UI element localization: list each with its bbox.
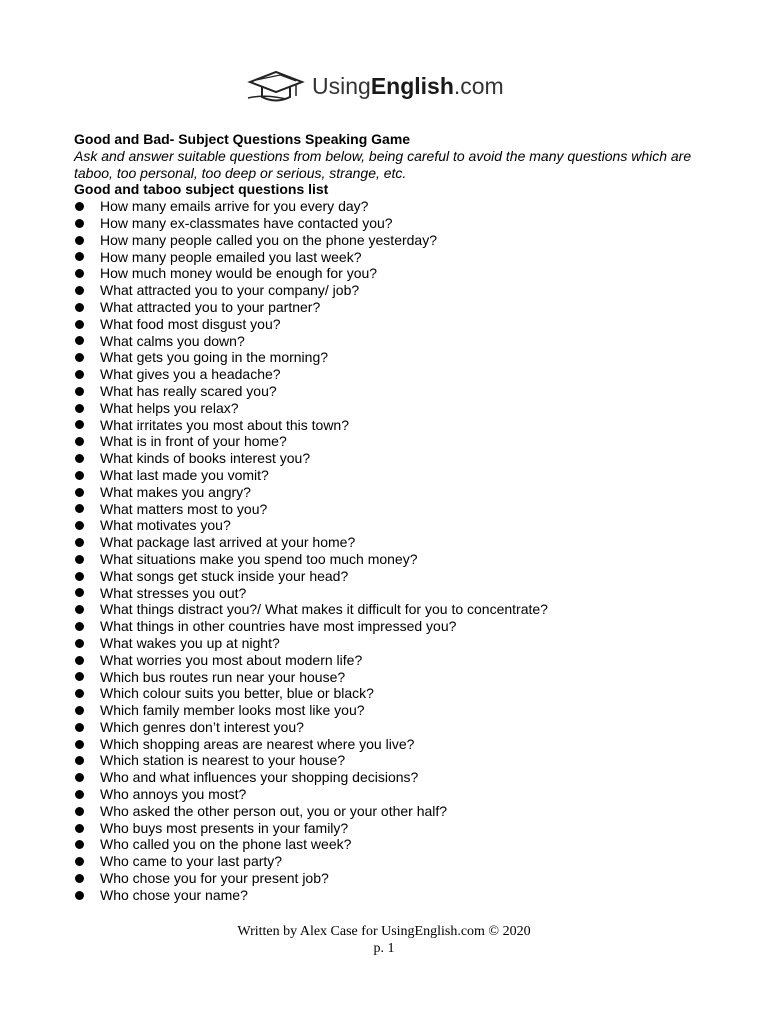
question-text: Who came to your last party? [100, 853, 283, 870]
bullet-icon [75, 622, 84, 631]
question-text: How many people called you on the phone yesterday? [100, 231, 437, 248]
footer-credit: Written by Alex Case for UsingEnglish.com © 2020 [237, 924, 531, 939]
list-item [74, 433, 714, 450]
question-text: Which shopping areas are nearest where you live? [100, 735, 415, 752]
question-text: Which family member looks most like you? [100, 702, 365, 719]
list-item [74, 265, 714, 282]
site-logo [246, 68, 504, 104]
bullet-icon [75, 672, 84, 681]
list-item [74, 836, 714, 853]
bullet-icon [75, 874, 84, 883]
list-item [74, 719, 714, 736]
question-text: What things in other countries have most impressed you? [100, 618, 457, 635]
question-text: What kinds of books interest you? [100, 450, 311, 467]
bullet-icon [75, 336, 84, 345]
question-text: How many emails arrive for you every day? [100, 198, 369, 215]
list-item [74, 282, 714, 299]
bullet-icon [75, 639, 84, 648]
question-text: What songs get stuck inside your head? [100, 567, 349, 584]
question-text: What is in front of your home? [100, 433, 287, 450]
list-item [74, 484, 714, 501]
list-item [74, 786, 714, 803]
question-text: What motivates you? [100, 517, 231, 534]
logo-text-bold: English [370, 72, 454, 99]
worksheet-content [74, 131, 714, 904]
bullet-icon [75, 891, 84, 900]
list-item [74, 752, 714, 769]
list-item [74, 333, 714, 350]
bullet-icon [75, 488, 84, 497]
bullet-icon [75, 790, 84, 799]
bullet-icon [75, 656, 84, 665]
question-text: What food most disgust you? [100, 315, 281, 332]
question-text: Which genres don’t interest you? [100, 718, 304, 735]
list-item [74, 803, 714, 820]
question-text: Who chose you for your present job? [100, 870, 329, 887]
question-text: Who chose your name? [100, 886, 248, 903]
question-text: What worries you most about modern life? [100, 651, 363, 668]
bullet-icon [75, 756, 84, 765]
list-item [74, 585, 714, 602]
list-item [74, 467, 714, 484]
question-text: What gives you a headache? [100, 366, 281, 383]
list-item [74, 501, 714, 518]
bullet-icon [75, 420, 84, 429]
question-text: How many ex-classmates have contacted you? [100, 214, 393, 231]
list-item [74, 517, 714, 534]
bullet-icon [75, 824, 84, 833]
bullet-icon [75, 404, 84, 413]
bullet-icon [75, 521, 84, 530]
list-heading: Good and taboo subject questions list [74, 181, 329, 198]
list-item [74, 534, 714, 551]
question-text: What helps you relax? [100, 399, 239, 416]
bullet-icon [75, 202, 84, 211]
question-text: Who buys most presents in your family? [100, 819, 349, 836]
bullet-icon [75, 605, 84, 614]
question-text: What has really scared you? [100, 382, 277, 399]
list-item [74, 601, 714, 618]
question-text: What last made you vomit? [100, 466, 269, 483]
bullet-icon [75, 437, 84, 446]
bullet-icon [75, 269, 84, 278]
bullet-icon [75, 370, 84, 379]
question-text: How much money would be enough for you? [100, 265, 378, 282]
list-item [74, 669, 714, 686]
page-footer [0, 923, 768, 957]
list-item [74, 736, 714, 753]
question-text: What gets you going in the morning? [100, 349, 329, 366]
bullet-icon [75, 588, 84, 597]
question-text: What irritates you most about this town? [100, 416, 349, 433]
question-text: Which bus routes run near your house? [100, 668, 346, 685]
list-item [74, 685, 714, 702]
list-item [74, 702, 714, 719]
list-item [74, 316, 714, 333]
bullet-icon [75, 840, 84, 849]
page-number: p. 1 [373, 941, 395, 956]
bullet-icon [75, 706, 84, 715]
list-item [74, 383, 714, 400]
logo-wordmark [312, 72, 504, 99]
bullet-icon [75, 857, 84, 866]
list-item [74, 450, 714, 467]
bullet-icon [75, 807, 84, 816]
bullet-icon [75, 320, 84, 329]
list-item [74, 551, 714, 568]
bullet-icon [75, 723, 84, 732]
question-text: What situations make you spend too much money? [100, 550, 418, 567]
question-text: What package last arrived at your home? [100, 534, 356, 551]
question-text: What attracted you to your company/ job? [100, 282, 360, 299]
question-text: How many people emailed you last week? [100, 248, 362, 265]
list-item [74, 769, 714, 786]
question-text: What attracted you to your partner? [100, 298, 321, 315]
list-item [74, 652, 714, 669]
question-text: What calms you down? [100, 332, 245, 349]
list-item [74, 820, 714, 837]
list-item [74, 853, 714, 870]
bullet-icon [75, 471, 84, 480]
bullet-icon [75, 252, 84, 261]
bullet-icon [75, 572, 84, 581]
bullet-icon [75, 353, 84, 362]
question-text: Who called you on the phone last week? [100, 836, 352, 853]
list-item [74, 400, 714, 417]
logo-text-prefix: Using [312, 72, 371, 99]
list-item [74, 887, 714, 904]
worksheet-instructions: Ask and answer suitable questions from below, being careful to avoid the many questions which are taboo, too personal, too deep or serious, strange, etc. [74, 147, 692, 181]
graduation-cap-icon [246, 68, 306, 104]
bullet-icon [75, 689, 84, 698]
list-item [74, 198, 714, 215]
bullet-icon [75, 286, 84, 295]
list-item [74, 215, 714, 232]
bullet-icon [75, 740, 84, 749]
list-item [74, 249, 714, 266]
bullet-icon [75, 219, 84, 228]
list-item [74, 635, 714, 652]
question-list [74, 198, 714, 903]
bullet-icon [75, 538, 84, 547]
bullet-icon [75, 504, 84, 513]
question-text: What matters most to you? [100, 500, 268, 517]
question-text: What wakes you up at night? [100, 634, 280, 651]
list-item [74, 568, 714, 585]
list-item [74, 618, 714, 635]
bullet-icon [75, 387, 84, 396]
bullet-icon [75, 303, 84, 312]
list-item [74, 870, 714, 887]
list-item [74, 417, 714, 434]
question-text: What stresses you out? [100, 584, 247, 601]
question-text: Which station is nearest to your house? [100, 752, 346, 769]
list-item [74, 349, 714, 366]
bullet-icon [75, 236, 84, 245]
bullet-icon [75, 555, 84, 564]
bullet-icon [75, 773, 84, 782]
question-text: Which colour suits you better, blue or black? [100, 685, 374, 702]
list-item [74, 366, 714, 383]
question-text: Who annoys you most? [100, 786, 247, 803]
logo-text-suffix: .com [453, 72, 504, 99]
list-item [74, 299, 714, 316]
bullet-icon [75, 454, 84, 463]
list-item [74, 232, 714, 249]
question-text: Who and what influences your shopping decisions? [100, 769, 419, 786]
question-text: Who asked the other person out, you or your other half? [100, 802, 448, 819]
question-text: What things distract you?/ What makes it difficult for you to concentrate? [100, 601, 548, 618]
worksheet-title: Good and Bad- Subject Questions Speaking Game [74, 131, 411, 147]
question-text: What makes you angry? [100, 483, 251, 500]
